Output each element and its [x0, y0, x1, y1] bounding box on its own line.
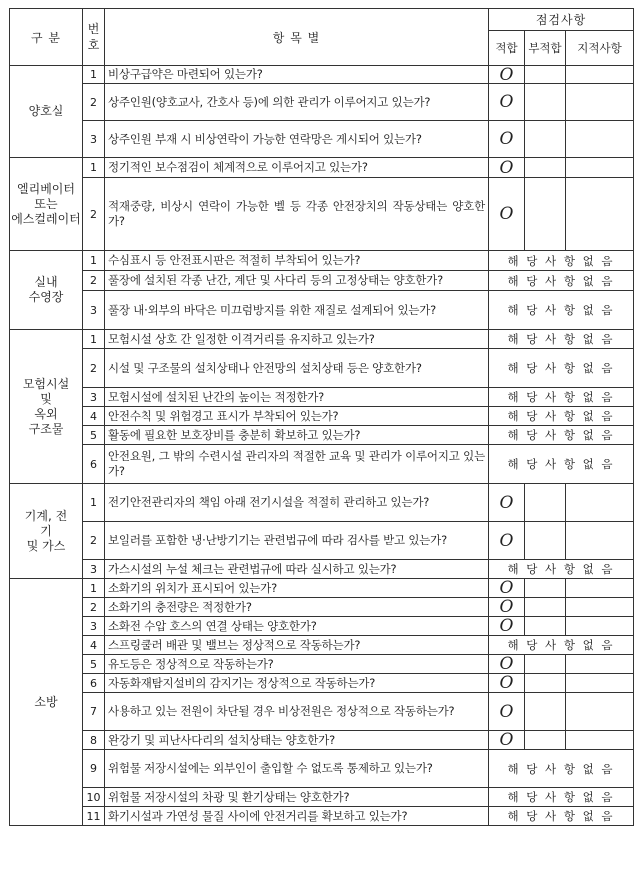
table-row: [10, 251, 634, 271]
item-number: 6: [83, 445, 105, 484]
item-number: 3: [83, 121, 105, 158]
table-row: [10, 426, 634, 445]
header-col-fail: 부적합: [525, 31, 566, 66]
table-row: [10, 388, 634, 407]
item-number: 9: [83, 750, 105, 788]
item-text: 소화기의 충전량은 적정한가?: [105, 598, 489, 617]
item-number: 3: [83, 291, 105, 330]
fail-cell: [525, 178, 566, 251]
item-text: 상주인원(양호교사, 간호사 등)에 의한 관리가 이루어지고 있는가?: [105, 84, 489, 121]
not-applicable-note: 해 당 사 항 없 음: [489, 330, 634, 349]
header-number: 번 호: [83, 9, 105, 66]
item-text: 시설 및 구조물의 설치상태나 안전망의 설치상태 등은 양호한가?: [105, 349, 489, 388]
item-text: 풀장에 설치된 각종 난간, 계단 및 사다리 등의 고정상태는 양호한가?: [105, 271, 489, 291]
item-text: 정기적인 보수점검이 체계적으로 이루어지고 있는가?: [105, 158, 489, 178]
item-number: 8: [83, 731, 105, 750]
remarks-cell: [566, 158, 634, 178]
table-row: [10, 560, 634, 579]
table-row: [10, 158, 634, 178]
pass-mark: O: [499, 616, 514, 636]
fail-cell: [525, 522, 566, 560]
pass-mark: O: [499, 65, 514, 84]
pass-cell: [489, 84, 525, 121]
pass-cell: [489, 522, 525, 560]
item-number: 3: [83, 560, 105, 579]
item-text: 위험물 저장시설의 차광 및 환기상태는 양호한가?: [105, 788, 489, 807]
item-number: 1: [83, 66, 105, 84]
table-row: [10, 178, 634, 251]
not-applicable-note: 해 당 사 항 없 음: [489, 636, 634, 655]
item-text: 소화기의 위치가 표시되어 있는가?: [105, 579, 489, 598]
pass-mark: O: [499, 157, 514, 178]
item-number: 5: [83, 426, 105, 445]
item-number: 1: [83, 330, 105, 349]
table-row: [10, 349, 634, 388]
table-row: [10, 693, 634, 731]
pass-mark: O: [499, 654, 514, 674]
remarks-cell: [566, 84, 634, 121]
pass-cell: [489, 731, 525, 750]
not-applicable-note: 해 당 사 항 없 음: [489, 291, 634, 330]
item-text: 유도등은 정상적으로 작동하는가?: [105, 655, 489, 674]
not-applicable-note: 해 당 사 항 없 음: [489, 271, 634, 291]
table-row: [10, 617, 634, 636]
remarks-cell: [566, 522, 634, 560]
item-text: 상주인원 부재 시 비상연락이 가능한 연락망은 게시되어 있는가?: [105, 121, 489, 158]
not-applicable-note: 해 당 사 항 없 음: [489, 560, 634, 579]
pass-cell: [489, 158, 525, 178]
fail-cell: [525, 693, 566, 731]
fail-cell: [525, 617, 566, 636]
item-number: 11: [83, 807, 105, 826]
item-number: 10: [83, 788, 105, 807]
pass-cell: [489, 598, 525, 617]
item-text: 수심표시 등 안전표시판은 적절히 부착되어 있는가?: [105, 251, 489, 271]
fail-cell: [525, 674, 566, 693]
not-applicable-note: 해 당 사 항 없 음: [489, 388, 634, 407]
item-number: 1: [83, 158, 105, 178]
table-row: [10, 636, 634, 655]
pass-cell: [489, 617, 525, 636]
item-number: 4: [83, 407, 105, 426]
fail-cell: [525, 121, 566, 158]
item-text: 사용하고 있는 전원이 차단될 경우 비상전원은 정상적으로 작동하는가?: [105, 693, 489, 731]
table-row: [10, 330, 634, 349]
table-row: [10, 84, 634, 121]
item-text: 안전수칙 및 위험경고 표시가 부착되어 있는가?: [105, 407, 489, 426]
remarks-cell: [566, 178, 634, 251]
section-category: 소방: [10, 579, 83, 826]
item-number: 1: [83, 484, 105, 522]
section-category: 모험시설 및 옥외 구조물: [10, 330, 83, 484]
table-row: [10, 731, 634, 750]
item-number: 2: [83, 271, 105, 291]
table-row: [10, 445, 634, 484]
pass-mark: O: [499, 673, 514, 693]
pass-cell: [489, 484, 525, 522]
item-text: 모험시설 상호 간 일정한 이격거리를 유지하고 있는가?: [105, 330, 489, 349]
item-number: 2: [83, 349, 105, 388]
header-col-remarks: 지적사항: [566, 31, 634, 66]
header-inspection: 점검사항: [489, 9, 634, 31]
pass-mark: O: [499, 701, 514, 722]
table-row: [10, 271, 634, 291]
fail-cell: [525, 598, 566, 617]
item-text: 풀장 내·외부의 바닥은 미끄럼방지를 위한 재질로 설계되어 있는가?: [105, 291, 489, 330]
item-text: 전기안전관리자의 책임 아래 전기시설을 적절히 관리하고 있는가?: [105, 484, 489, 522]
not-applicable-note: 해 당 사 항 없 음: [489, 807, 634, 826]
table-row: [10, 788, 634, 807]
section-category: 양호실: [10, 66, 83, 158]
item-number: 6: [83, 674, 105, 693]
item-text: 위험물 저장시설에는 외부인이 출입할 수 없도록 통제하고 있는가?: [105, 750, 489, 788]
not-applicable-note: 해 당 사 항 없 음: [489, 407, 634, 426]
pass-cell: [489, 693, 525, 731]
remarks-cell: [566, 655, 634, 674]
pass-mark: O: [499, 129, 514, 149]
header-item: 항 목 별: [105, 9, 489, 66]
pass-mark: O: [499, 92, 514, 112]
item-number: 1: [83, 579, 105, 598]
item-number: 3: [83, 617, 105, 636]
pass-mark: O: [499, 530, 514, 551]
item-text: 가스시설의 누설 체크는 관련법규에 따라 실시하고 있는가?: [105, 560, 489, 579]
table-row: [10, 598, 634, 617]
checklist-body: [10, 66, 634, 826]
remarks-cell: [566, 121, 634, 158]
item-number: 3: [83, 388, 105, 407]
item-text: 활동에 필요한 보호장비를 충분히 확보하고 있는가?: [105, 426, 489, 445]
fail-cell: [525, 84, 566, 121]
not-applicable-note: 해 당 사 항 없 음: [489, 445, 634, 484]
remarks-cell: [566, 693, 634, 731]
item-number: 2: [83, 84, 105, 121]
fail-cell: [525, 484, 566, 522]
table-row: [10, 522, 634, 560]
remarks-cell: [566, 674, 634, 693]
remarks-cell: [566, 598, 634, 617]
table-row: [10, 407, 634, 426]
table-row: [10, 291, 634, 330]
item-text: 스프링쿨러 배관 및 밸브는 정상적으로 작동하는가?: [105, 636, 489, 655]
item-number: 2: [83, 522, 105, 560]
section-category: 엘리베이터 또는 에스컬레이터: [10, 158, 83, 251]
item-text: 완강기 및 피난사다리의 설치상태는 양호한가?: [105, 731, 489, 750]
item-text: 자동화재탐지설비의 감지기는 정상적으로 작동하는가?: [105, 674, 489, 693]
item-text: 안전요원, 그 밖의 수련시설 관리자의 적절한 교육 및 관리가 이루어지고 있는가?: [105, 445, 489, 484]
pass-cell: [489, 178, 525, 251]
inspection-checklist: [9, 8, 634, 826]
remarks-cell: [566, 731, 634, 750]
fail-cell: [525, 66, 566, 84]
not-applicable-note: 해 당 사 항 없 음: [489, 349, 634, 388]
checklist-table: [9, 8, 634, 826]
not-applicable-note: 해 당 사 항 없 음: [489, 426, 634, 445]
item-text: 화기시설과 가연성 물질 사이에 안전거리를 확보하고 있는가?: [105, 807, 489, 826]
item-number: 1: [83, 251, 105, 271]
not-applicable-note: 해 당 사 항 없 음: [489, 750, 634, 788]
header-col-pass: 적합: [489, 31, 525, 66]
pass-cell: [489, 655, 525, 674]
pass-mark: O: [499, 730, 514, 750]
pass-cell: [489, 121, 525, 158]
table-row: [10, 484, 634, 522]
table-row: [10, 807, 634, 826]
remarks-cell: [566, 617, 634, 636]
pass-cell: [489, 66, 525, 84]
table-row: [10, 579, 634, 598]
item-text: 비상구급약은 마련되어 있는가?: [105, 66, 489, 84]
item-text: 보일러를 포함한 냉·난방기기는 관련법규에 따라 검사를 받고 있는가?: [105, 522, 489, 560]
remarks-cell: [566, 66, 634, 84]
remarks-cell: [566, 579, 634, 598]
pass-mark: O: [499, 578, 514, 598]
pass-cell: [489, 579, 525, 598]
item-text: 소화전 수압 호스의 연결 상태는 양호한가?: [105, 617, 489, 636]
item-text: 적재중량, 비상시 연락이 가능한 벨 등 각종 안전장치의 작동상태는 양호한가?: [105, 178, 489, 251]
fail-cell: [525, 158, 566, 178]
section-category: 기계, 전 기 및 가스: [10, 484, 83, 579]
not-applicable-note: 해 당 사 항 없 음: [489, 788, 634, 807]
pass-mark: O: [499, 492, 514, 513]
fail-cell: [525, 655, 566, 674]
item-number: 7: [83, 693, 105, 731]
table-row: [10, 674, 634, 693]
table-row: [10, 655, 634, 674]
fail-cell: [525, 731, 566, 750]
item-number: 2: [83, 598, 105, 617]
item-number: 2: [83, 178, 105, 251]
remarks-cell: [566, 484, 634, 522]
pass-mark: O: [499, 204, 514, 224]
pass-mark: O: [499, 597, 514, 617]
fail-cell: [525, 579, 566, 598]
table-row: [10, 66, 634, 84]
header-category: 구 분: [10, 9, 83, 66]
pass-cell: [489, 674, 525, 693]
table-row: [10, 121, 634, 158]
item-number: 5: [83, 655, 105, 674]
section-category: 실내 수영장: [10, 251, 83, 330]
table-row: [10, 750, 634, 788]
item-text: 모험시설에 설치된 난간의 높이는 적정한가?: [105, 388, 489, 407]
not-applicable-note: 해 당 사 항 없 음: [489, 251, 634, 271]
item-number: 4: [83, 636, 105, 655]
